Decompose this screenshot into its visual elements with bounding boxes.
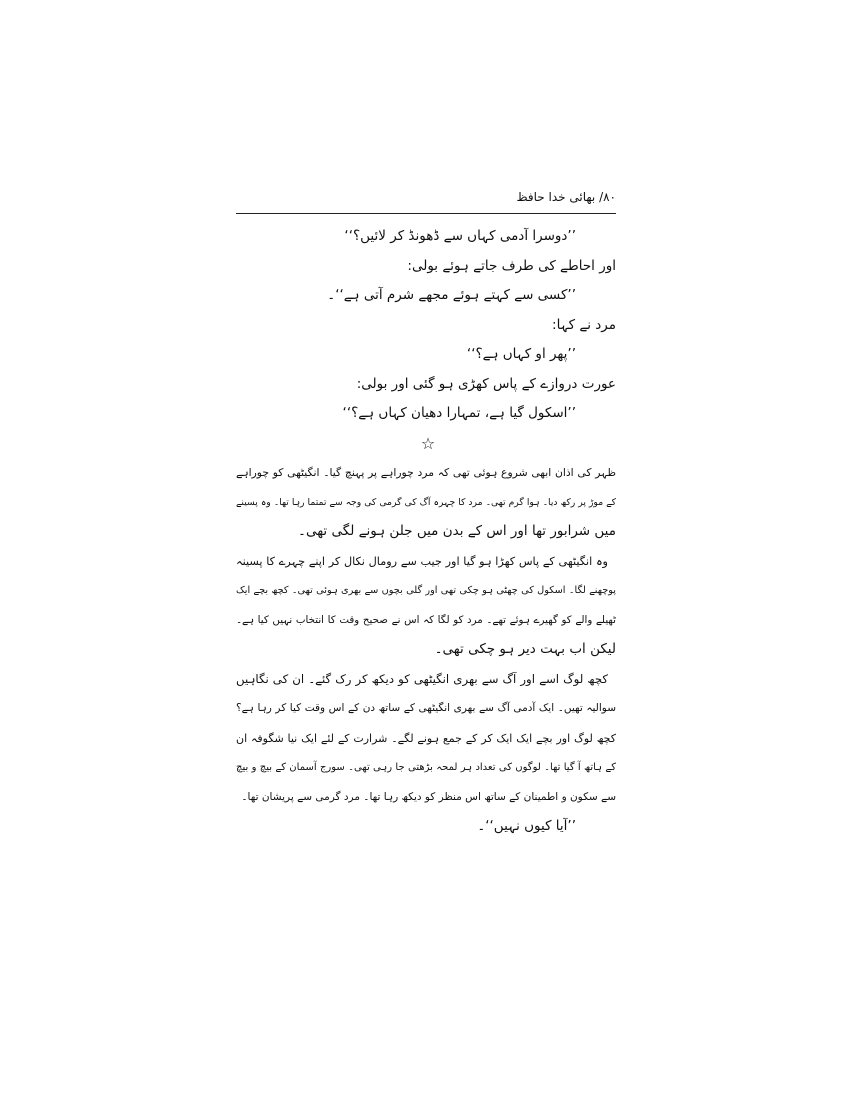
paragraph-line: کے ہاتھ آ گیا تھا۔ لوگوں کی تعداد ہر لمحہ بڑھتی جا رہی تھی۔ سورج آسمان کے بیچ و بیچ [236,762,616,773]
dialogue-line: ’’آیا کیوں نہیں‘‘۔ [477,818,576,834]
paragraph-line: میں شرابور تھا اور اس کے بدن میں جلن ہونے لگی تھی۔ [298,523,616,539]
dialogue-line: ’’اسکول گیا ہے، تمہارا دھیان کہاں ہے؟‘‘ [342,405,576,421]
dialogue-line: ’’پھر او کہاں ہے؟‘‘ [466,346,576,362]
paragraph-line: کچھ لوگ اسے اور آگ سے بھری انگیٹھی کو دیکھ کر رک گئے۔ ان کی نگاہیں [236,671,608,686]
dialogue-line: ’’دوسرا آدمی کہاں سے ڈھونڈ کر لائیں؟‘‘ [344,228,576,244]
page-body [236,222,616,842]
dialogue-line: ’’کسی سے کہتے ہوئے مجھے شرم آتی ہے‘‘۔ [327,287,576,303]
paragraph-line: سے سکون و اطمینان کے ساتھ اس منظر کو دیکھ رہا تھا۔ مرد گرمی سے پریشان تھا۔ [241,790,616,803]
narration-line: اور احاطے کی طرف جاتے ہوئے بولی: [407,257,616,274]
paragraph-line: لیکن اب بہت دیر ہو چکی تھی۔ [434,641,616,657]
narration-line: عورت دروازے کے پاس کھڑی ہو گئی اور بولی: [356,375,616,392]
header-rule [236,213,616,214]
running-header: ۸۰/ بھائی خدا حافظ [516,190,616,204]
paragraph-line: کے موڑ پر رکھ دیا۔ ہوا گرم تھی۔ مرد کا چہرہ آگ کی گرمی کی وجہ سے تمتما رہا تھا۔ وہ پسینے [236,496,616,508]
section-break-star-icon: ☆ [420,433,436,453]
paragraph-line: ظہر کی اذان ابھی شروع ہوئی تھی کہ مرد چوراہے پر پہنچ گیا۔ انگیٹھی کو چوراہے [236,466,616,479]
paragraph-line: پوچھنے لگا۔ اسکول کی چھٹی ہو چکی تھی اور گلی بچوں سے بھری ہوئی تھی۔ کچھ بچے ایک [236,585,616,596]
paragraph-line: وہ انگیٹھی کے پاس کھڑا ہو گیا اور جیب سے رومال نکال کر اپنے چہرے کا پسینہ [236,554,608,568]
paragraph-line: کچھ لوگ اور بچے ایک ایک کر کے جمع ہونے لگے۔ شرارت کے لئے ایک نیا شگوفہ ان [236,731,616,745]
paragraph-line: سوالیہ تھیں۔ ایک آدمی آگ سے بھری انگیٹھی کے ساتھ دن کے اس وقت کیا کر رہا ہے؟ [236,702,616,714]
paragraph-line: ٹھیلے والے کو گھیرے ہوئے تھے۔ مرد کو لگا کہ اس نے صحیح وقت کا انتخاب نہیں کیا ہے۔ [236,613,616,626]
narration-line: مرد نے کہا: [552,316,616,333]
